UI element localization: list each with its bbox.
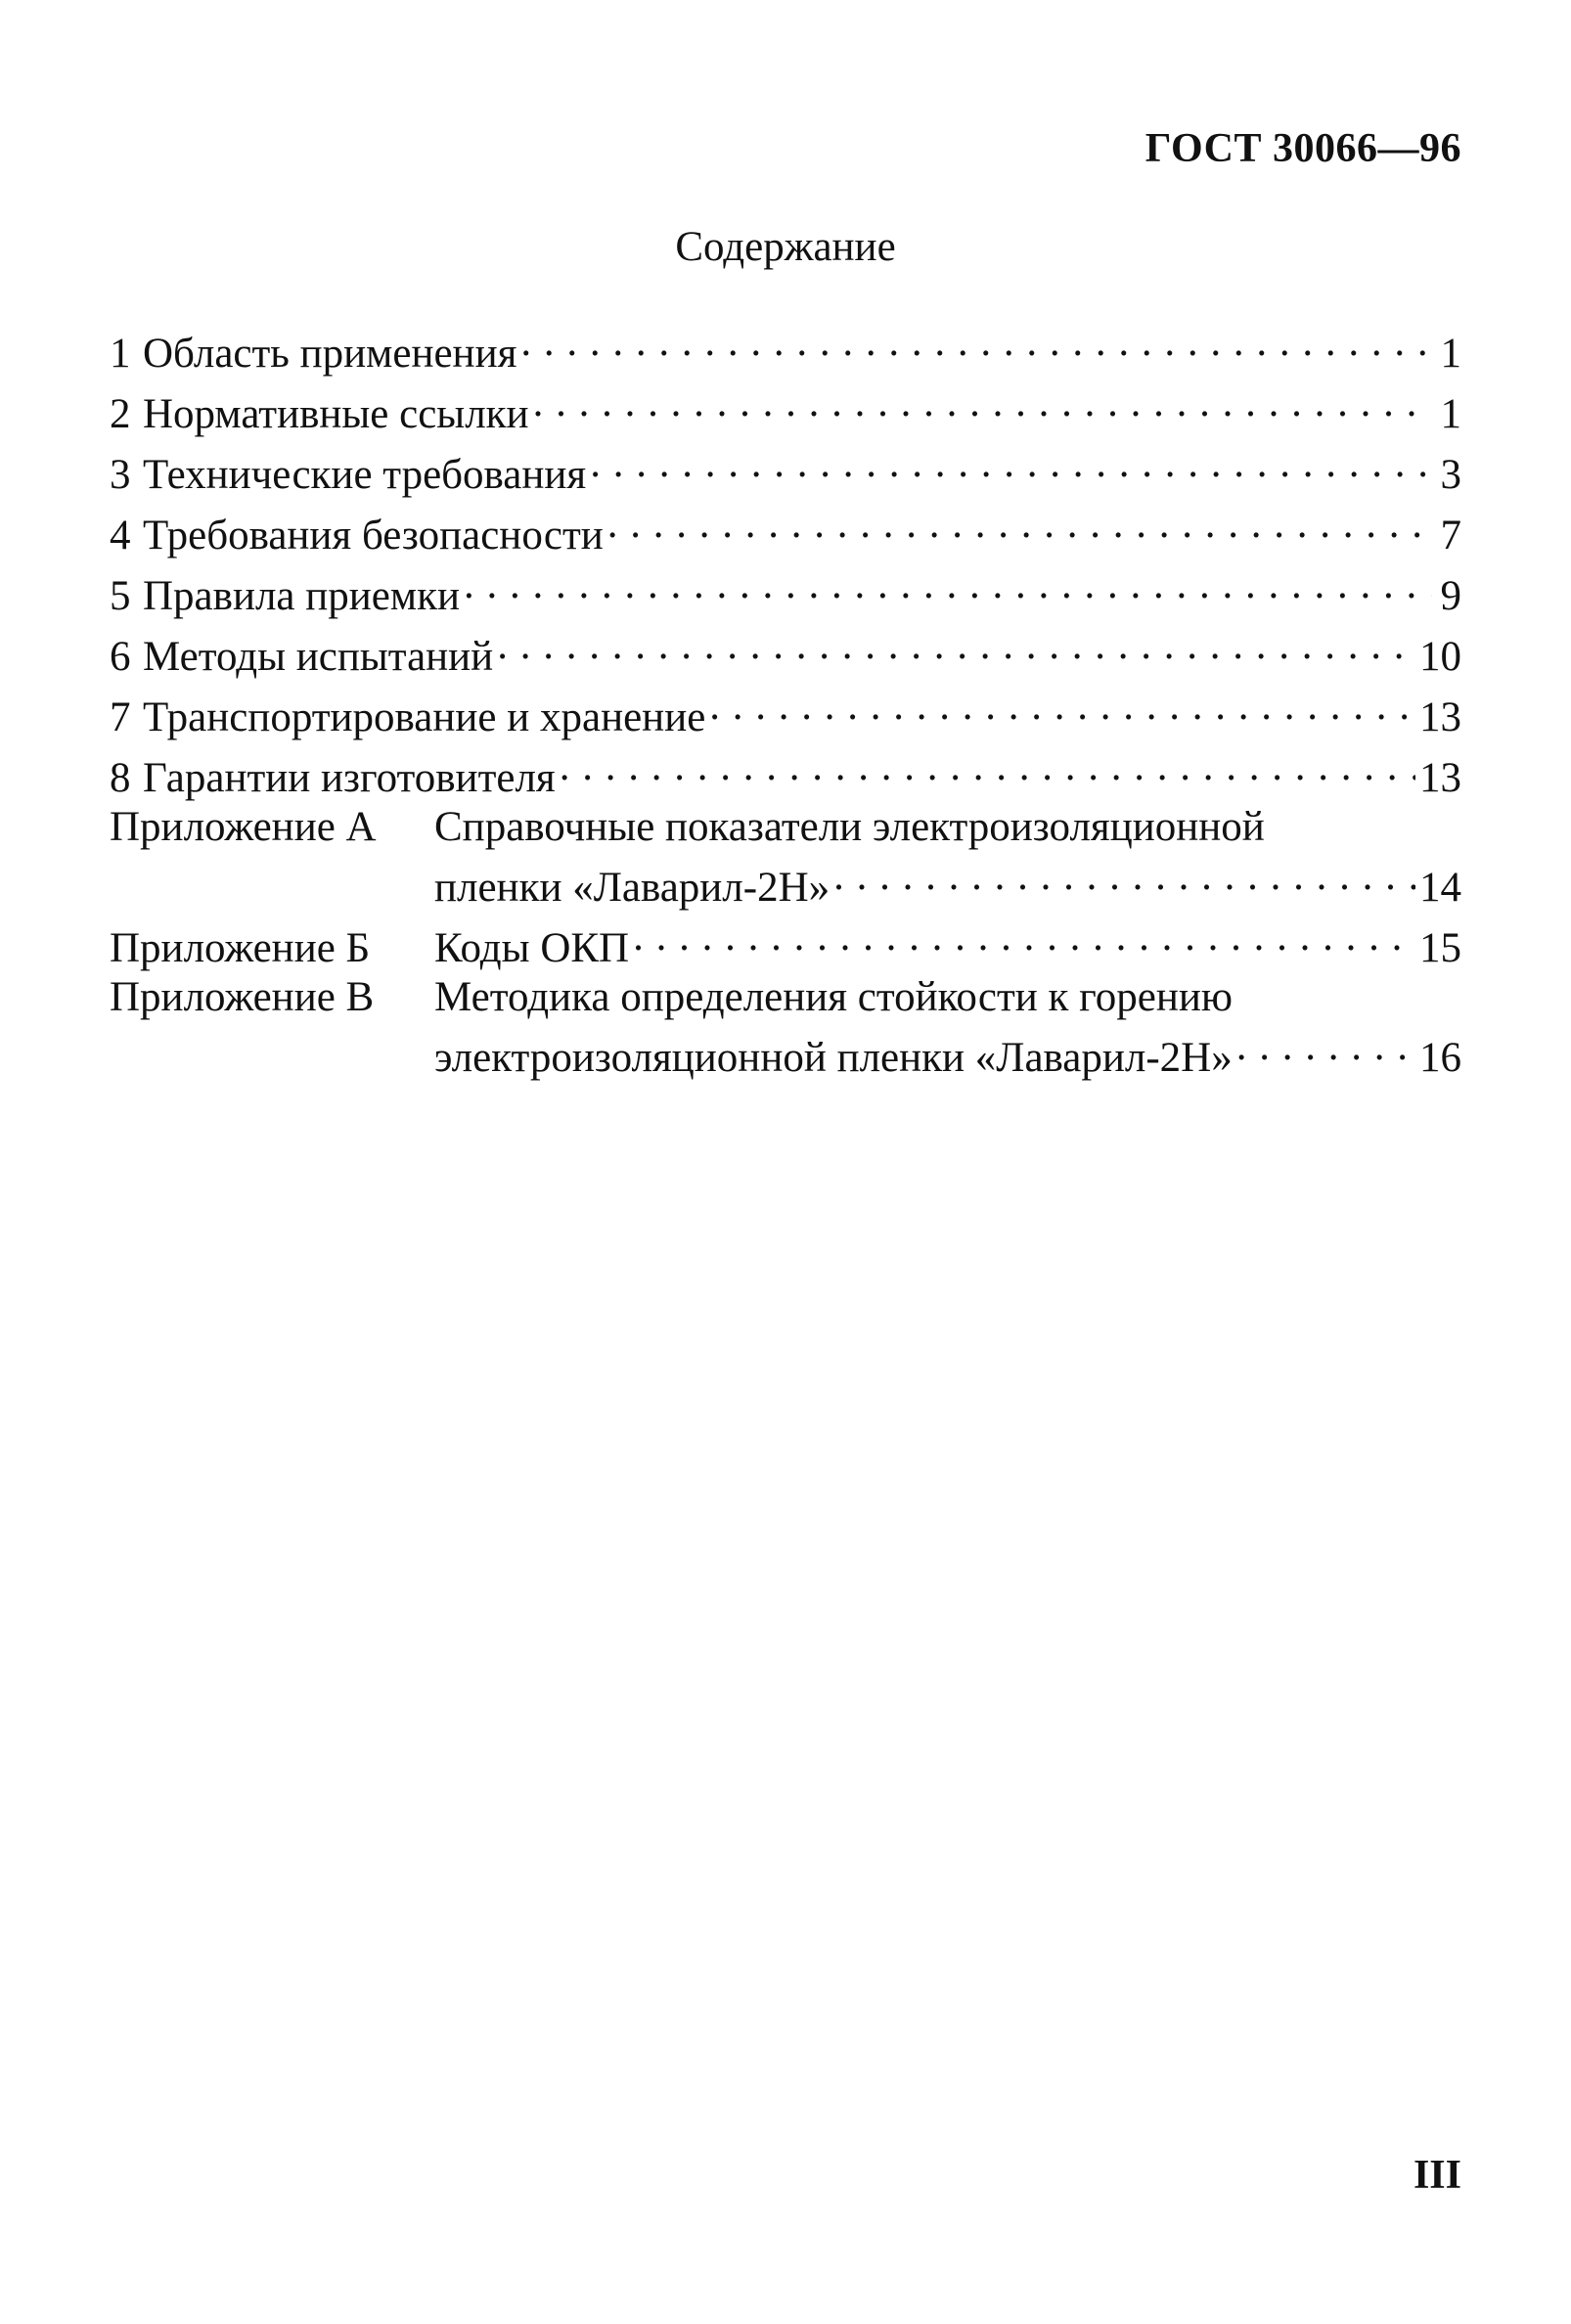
appendix-label: Приложение В <box>110 974 375 1020</box>
dot-leader <box>464 560 1432 609</box>
toc-entry-number: 1 <box>110 331 131 377</box>
toc-entry-title: Нормативные ссылки <box>143 391 529 437</box>
appendix-entry-continuation <box>110 852 1461 913</box>
toc-entry-number: 2 <box>110 391 131 437</box>
appendix-title-line1: Методика определения стойкости к горению <box>434 974 1233 1020</box>
toc-entry-page: 7 <box>1440 513 1461 559</box>
toc-entry <box>110 439 1461 500</box>
toc-entry-number: 5 <box>110 573 131 619</box>
toc-entry-title: Правила приемки <box>143 573 460 619</box>
appendix-label: Приложение Б <box>110 925 371 971</box>
appendix-entry <box>110 913 1461 973</box>
toc-entry <box>110 500 1461 560</box>
toc-entry-page: 1 <box>1440 331 1461 377</box>
dot-leader <box>590 439 1432 488</box>
dot-leader <box>520 318 1432 367</box>
appendix-page: 14 <box>1419 865 1461 911</box>
toc-entry-number: 7 <box>110 694 131 740</box>
dot-leader <box>607 500 1432 549</box>
toc-entry <box>110 742 1461 803</box>
toc-entry-page: 1 <box>1440 391 1461 437</box>
toc-entry-page: 9 <box>1440 573 1461 619</box>
toc-title: Содержание <box>675 224 896 270</box>
toc-entry <box>110 682 1461 742</box>
toc-entry <box>110 621 1461 682</box>
toc-entry-number: 4 <box>110 513 131 559</box>
appendix-title-line2: пленки «Лаварил-2Н» <box>434 865 830 911</box>
appendix-entry <box>110 803 1461 852</box>
appendix-title-line2: электроизоляционной пленки «Лаварил-2Н» <box>434 1035 1233 1081</box>
dot-leader <box>709 682 1415 731</box>
toc-entry-page: 10 <box>1419 634 1461 680</box>
toc-entry <box>110 560 1461 621</box>
toc-entry-number: 3 <box>110 452 131 498</box>
appendix-label: Приложение А <box>110 804 377 850</box>
dot-leader <box>633 913 1415 961</box>
document-code: ГОСТ 30066—96 <box>1145 126 1461 171</box>
dot-leader <box>560 742 1415 791</box>
dot-leader <box>833 852 1415 901</box>
toc-entry-title: Требования безопасности <box>143 513 604 559</box>
appendix-page: 15 <box>1419 925 1461 971</box>
toc-entry-title: Методы испытаний <box>143 634 494 680</box>
toc-entry-number: 6 <box>110 634 131 680</box>
toc-entry-page: 3 <box>1440 452 1461 498</box>
appendix-title-line1: Коды ОКП <box>434 925 630 971</box>
appendix-entry-continuation <box>110 1022 1461 1083</box>
page-number: III <box>1413 2153 1461 2198</box>
toc-entry-title: Транспортирование и хранение <box>143 694 706 740</box>
toc-entry-page: 13 <box>1419 694 1461 740</box>
toc-entry-title: Гарантии изготовителя <box>143 755 556 801</box>
appendix-entry <box>110 973 1461 1022</box>
toc-entry-number: 8 <box>110 755 131 801</box>
dot-leader <box>533 379 1432 427</box>
dot-leader <box>1236 1022 1415 1071</box>
toc-entry <box>110 318 1461 379</box>
table-of-contents <box>110 318 1461 1083</box>
toc-entry <box>110 379 1461 439</box>
toc-entry-title: Область применения <box>143 331 517 377</box>
appendix-page: 16 <box>1419 1035 1461 1081</box>
toc-entry-page: 13 <box>1419 755 1461 801</box>
toc-entry-title: Технические требования <box>143 452 587 498</box>
appendix-title-line1: Справочные показатели электроизоляционной <box>434 804 1265 850</box>
dot-leader <box>497 621 1415 670</box>
